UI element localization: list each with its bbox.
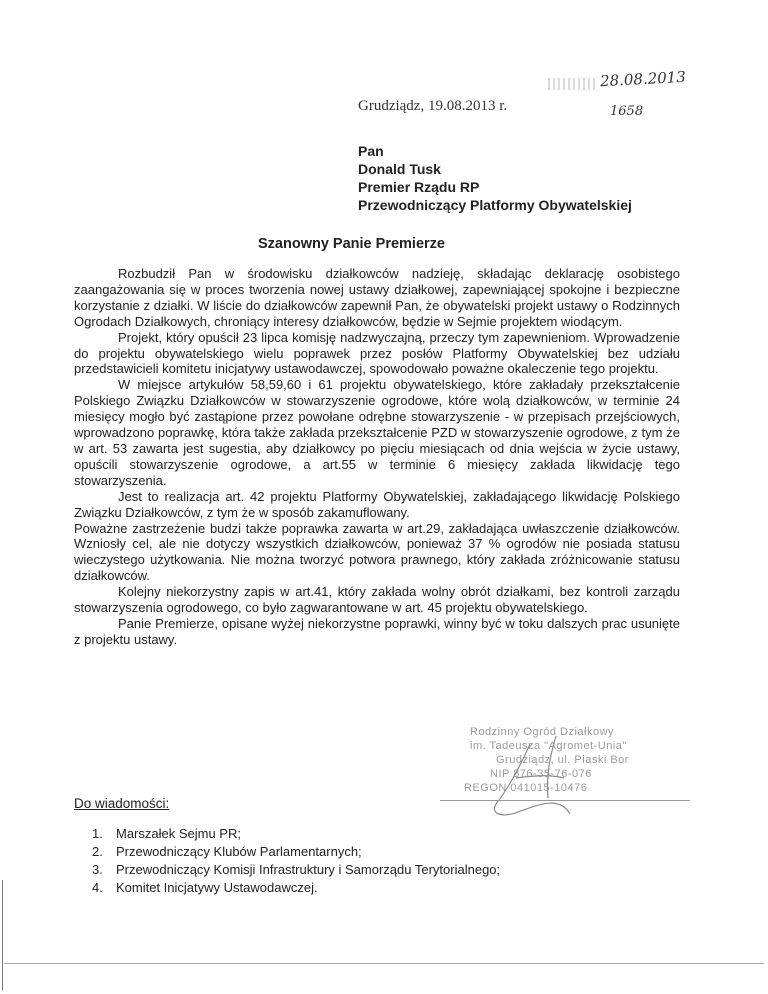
addressee-block — [358, 142, 632, 214]
body-paragraph: W miejsce artykułów 58,59,60 i 61 projektu obywatelskiego, które zakładały przekształcenie Polskiego Związku Działkowców w stowarzyszenie ogrodowe, które wolą działkowców, w terminie 24 miesięcy mogło być zastąpione przez powołane odrębne stowarzyszenie - w przepisach przejściowych, wprowadzono poprawkę, która także zakłada przekształcenie PZD w stowarzyszenie ogrodowe, z tym że w art. 53 zawarta jest sugestia, aby działkowcy po pięciu miesiącach od dnia wejścia w życie ustawy, opuścili stowarzyszenie ogrodowe, a art.55 w terminie 6 miesięcy zakłada likwidację tego stowarzyszenia. — [74, 377, 680, 488]
list-item: 3. Przewodniczący Komisji Infrastruktury i Samorządu Terytorialnego; — [92, 862, 501, 877]
addressee-line: Pan — [358, 143, 384, 159]
place-and-date: Grudziądz, 19.08.2013 r. — [358, 98, 508, 114]
body-paragraph: Poważne zastrzeżenie budzi także poprawka zawarta w art.29, zakładająca uwłaszczenie działkowców. Wzniosły cel, ale nie dotyczy wszystkich działkowców, ponieważ 37 % ogrodów nie posiada statusu wieczystego użytkowania. Nie można tworzyć potwora prawnego, który zakłada zróżnicowanie statusu działkowców. — [74, 520, 680, 584]
addressee-title: Przewodniczący Platformy Obywatelskiej — [358, 197, 632, 213]
stamp-text: Grudziądz, ul. Piaski Bor — [496, 754, 629, 766]
list-item: 1. Marszałek Sejmu PR; — [92, 826, 241, 841]
copies-label: Do wiadomości: — [74, 796, 170, 811]
scan-edge-line — [4, 963, 764, 964]
list-item: 4. Komitet Inicjatywy Ustawodawczej. — [92, 880, 318, 895]
body-paragraph: Kolejny niekorzystny zapis w art.41, który zakłada wolny obrót działkami, bez kontroli zarządu stowarzyszenia ogrodowego, co było zagwarantowane w art. 45 projektu obywatelskiego. — [74, 584, 680, 616]
body-paragraph: Jest to realizacja art. 42 projektu Platformy Obywatelskiej, zakładającego likwidację Polskiego Związku Działkowców, z tym że w sposób zakamuflowany. — [74, 488, 680, 520]
stamp-text: NIP 876-35-76-076 — [490, 768, 592, 780]
stamp-text: Rodzinny Ogród Działkowy — [470, 726, 615, 738]
body-paragraph: Panie Premierze, opisane wyżej niekorzystne poprawki, winny być w toku dalszych prac usunięte z projektu ustawy. — [74, 615, 680, 647]
list-item: 2. Przewodniczący Klubów Parlamentarnych; — [92, 844, 362, 859]
body-paragraph: Projekt, który opuścił 23 lipca komisję nadzwyczajną, przeczy tym zapewnieniom. Wprowadzenie do projektu obywatelskiego wielu poprawek przez posłów Platformy Obywatelskiej bez udziału przedstawicieli komitetu inicjatywy ustawodawczej, spowodowało poważne okaleczenie tego projektu. — [74, 329, 680, 377]
stamp-text: im. Tadeusza "Agromet-Unia" — [470, 740, 627, 752]
reference-number-handwritten: 1658 — [610, 104, 644, 119]
handwritten-signature — [460, 726, 700, 822]
signature-line — [440, 800, 690, 801]
scan-edge-mark — [2, 880, 3, 990]
letter-body — [74, 266, 680, 648]
body-paragraph: Rozbudził Pan w środowisku działkowców nadzieję, składając deklarację osobistego zaangażowania się w proces tworzenia nowej ustawy działkowej, zapewniającej spokojne i bezpieczne korzystanie z działki. W liście do działkowców zapewnił Pan, że obywatelski projekt ustawy o Rodzinnych Ogrodach Działkowych, chroniący interesy działkowców, będzie w Sejmie projektem wiodącym. — [74, 266, 680, 329]
received-stamp-mark — [548, 78, 596, 90]
addressee-name: Donald Tusk — [358, 161, 441, 177]
received-date-handwritten: 28.08.2013 — [599, 67, 687, 91]
salutation: Szanowny Panie Premierze — [258, 236, 445, 252]
copies-list — [92, 825, 500, 897]
organization-stamp — [460, 726, 700, 822]
stamp-text: REGON 041015-10476 — [464, 782, 588, 794]
addressee-title: Premier Rządu RP — [358, 179, 480, 195]
